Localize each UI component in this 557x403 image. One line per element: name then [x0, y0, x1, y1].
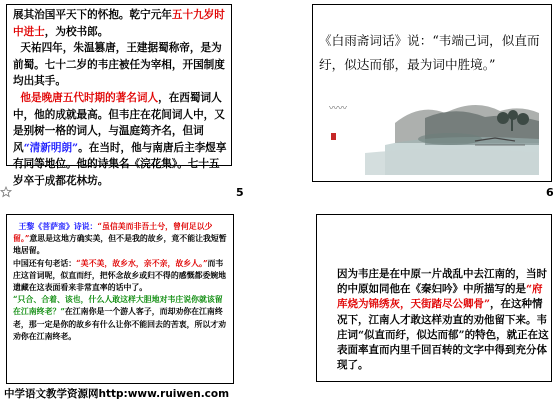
quote-text: “只合、合着、该也，什么人敢这样大胆地对韦庄说你就该留在江南终老？”: [13, 295, 223, 317]
slide-1: [6, 4, 232, 187]
paragraph: ，在西蜀词人中，他的成就最高。但韦庄在花间词人中，又是别树一格的词人，与温庭筠齐名，但词风: [13, 91, 225, 154]
quote-text: “美不美，故乡水，亲不亲，故乡人。”: [76, 258, 208, 268]
text-span: 王黎《菩萨蛮》诗说：: [18, 222, 98, 231]
text-span: 中国还有句老话：: [13, 258, 77, 268]
highlight-text: 他是晚唐五代时期的著名词人: [20, 91, 159, 104]
text-span: 意思是这地方确实美，但不是我的故乡，竟不能让我短暂地居留。: [13, 234, 227, 256]
paragraph: 。在当时，他与南唐后主李煜享有同等地位。他的诗集名《浣花集》。七十五岁卒于成都花林坊。: [13, 141, 227, 187]
landscape-painting: [325, 83, 539, 175]
slide-4-text: [337, 267, 549, 373]
text-line: ，为校书郎。: [44, 25, 109, 38]
quote-text: “清新明朗”: [23, 141, 79, 154]
seal-icon: [331, 133, 336, 140]
text-span: 因为韦庄是在中原一片战乱中去江南的，当时的中原如同他在《秦妇吟》中所描写的是: [337, 268, 547, 296]
text-span: 而韦庄这首词呢，似直而纡，把怀念故乡或归不得的感慨都委婉地遗藏在这表面看来非常直率的话中了。: [13, 258, 227, 293]
slide-1-text: [13, 7, 229, 190]
page-number-left: 5: [236, 186, 244, 199]
page-number-right: 6: [546, 186, 554, 199]
quote-text: “虽信美而非吾土兮，曾何足以少留。”: [13, 222, 213, 244]
slide-2: [312, 4, 552, 182]
text-line: 展其治国平天下的怀抱。乾宁元年: [13, 9, 172, 21]
quote-text: “府库烧为锦绣灰，天街踏尽公卿骨”: [337, 283, 543, 311]
star-icon: [0, 186, 12, 198]
slide-4: [316, 214, 552, 382]
text-span: ，在这种情况下，江南人才敢这样劝直的劝他留下来。韦庄词“似直而纡，似达而郁”的特色，就正在这表面率直而内里千回百转的文字中得到充分体现了。: [337, 298, 549, 372]
slide-2-text: 《白雨斋词话》说：“韦端己词，似直而纡，似达而郁，最为词中胜境。”: [319, 33, 540, 72]
slide-3-text: [13, 221, 229, 343]
paragraph: 天祐四年，朱温篡唐，王建据蜀称帝，是为前蜀。七十二岁的韦庄被任为宰相，开国制度均出其手。: [13, 42, 225, 88]
painting-inscription: 〰〰: [329, 104, 348, 114]
highlight-text: 五十九岁时中进士: [13, 9, 225, 38]
slide-3: [6, 214, 234, 384]
footer-text: 中学语文教学资源网http:www.ruiwen.com: [4, 388, 230, 400]
text-span: 在江南你是一个游人客子，而却劝你在江南终老，那一定是你的故乡有什么让你不能回去的苦衷，所以才劝劝你在江南终老。: [13, 307, 227, 341]
